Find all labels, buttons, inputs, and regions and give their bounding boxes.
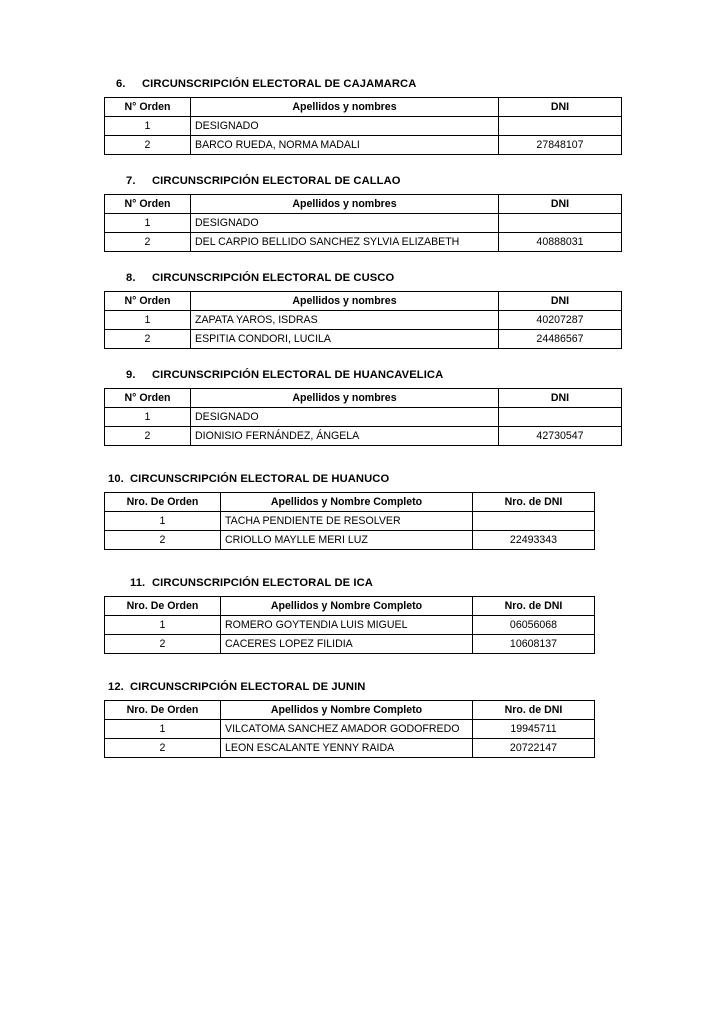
candidates-table (104, 194, 622, 252)
table-row (105, 720, 595, 739)
column-header-dni: DNI (499, 389, 622, 408)
cell-dni: 10608137 (473, 635, 595, 654)
candidates-table (104, 700, 595, 758)
spacer (104, 252, 624, 272)
table-header-row (105, 597, 595, 616)
column-header-orden: Nro. De Orden (105, 493, 221, 512)
cell-orden: 2 (105, 136, 191, 155)
candidates-table (104, 388, 622, 446)
cell-nombre: DEL CARPIO BELLIDO SANCHEZ SYLVIA ELIZABETH (191, 233, 499, 252)
cell-dni (499, 214, 622, 233)
column-header-orden: Nro. De Orden (105, 597, 221, 616)
column-header-nombre: Apellidos y Nombre Completo (221, 701, 473, 720)
cell-dni (499, 117, 622, 136)
candidates-table (104, 291, 622, 349)
cell-orden: 1 (105, 408, 191, 427)
column-header-dni: DNI (499, 98, 622, 117)
candidates-table (104, 596, 595, 654)
section-number: 11. (130, 577, 146, 589)
cell-dni: 20722147 (473, 739, 595, 758)
table-header-row (105, 98, 622, 117)
table-header-row (105, 195, 622, 214)
column-header-nombre: Apellidos y nombres (191, 195, 499, 214)
cell-nombre: DESIGNADO (191, 117, 499, 136)
section-6 (104, 78, 624, 155)
table-row (105, 531, 595, 550)
cell-nombre: CRIOLLO MAYLLE MERI LUZ (221, 531, 473, 550)
section-number: 10. (108, 473, 124, 485)
section-number: 6. (116, 78, 126, 90)
column-header-nombre: Apellidos y nombres (191, 98, 499, 117)
section-10 (104, 473, 624, 550)
cell-nombre: BARCO RUEDA, NORMA MADALI (191, 136, 499, 155)
section-heading (104, 577, 624, 589)
candidates-table (104, 492, 595, 550)
cell-orden: 2 (105, 635, 221, 654)
cell-orden: 1 (105, 512, 221, 531)
cell-nombre: LEON ESCALANTE YENNY RAIDA (221, 739, 473, 758)
section-9 (104, 369, 624, 446)
table-row (105, 408, 622, 427)
table-row (105, 311, 622, 330)
table-row (105, 330, 622, 349)
section-number: 8. (126, 272, 136, 284)
cell-nombre: DESIGNADO (191, 408, 499, 427)
table-row (105, 512, 595, 531)
table-row (105, 136, 622, 155)
section-heading (104, 369, 624, 381)
spacer (104, 349, 624, 369)
cell-nombre: ZAPATA YAROS, ISDRAS (191, 311, 499, 330)
section-heading (104, 681, 624, 693)
section-number: 9. (126, 369, 136, 381)
cell-orden: 2 (105, 739, 221, 758)
section-heading (104, 473, 624, 485)
candidates-table (104, 97, 622, 155)
table-row (105, 739, 595, 758)
table-row (105, 117, 622, 136)
section-title: CIRCUNSCRIPCIÓN ELECTORAL DE CUSCO (152, 272, 395, 284)
column-header-nombre: Apellidos y nombres (191, 292, 499, 311)
section-number: 12. (108, 681, 124, 693)
section-title: CIRCUNSCRIPCIÓN ELECTORAL DE HUANUCO (130, 473, 390, 485)
cell-dni: 19945711 (473, 720, 595, 739)
table-row (105, 233, 622, 252)
section-title: CIRCUNSCRIPCIÓN ELECTORAL DE ICA (152, 577, 373, 589)
column-header-dni: DNI (499, 195, 622, 214)
section-12 (104, 681, 624, 758)
section-title: CIRCUNSCRIPCIÓN ELECTORAL DE HUANCAVELICA (152, 369, 444, 381)
section-heading (104, 272, 624, 284)
table-row (105, 635, 595, 654)
table-row (105, 616, 595, 635)
section-11 (104, 577, 624, 654)
column-header-orden: N° Orden (105, 389, 191, 408)
cell-dni: 42730547 (499, 427, 622, 446)
column-header-orden: Nro. De Orden (105, 701, 221, 720)
table-row (105, 427, 622, 446)
cell-orden: 2 (105, 531, 221, 550)
column-header-orden: N° Orden (105, 98, 191, 117)
column-header-dni: Nro. de DNI (473, 701, 595, 720)
cell-dni: 06056068 (473, 616, 595, 635)
table-row (105, 214, 622, 233)
column-header-nombre: Apellidos y nombres (191, 389, 499, 408)
table-header-row (105, 701, 595, 720)
section-heading (104, 78, 624, 90)
cell-nombre: CACERES LOPEZ FILIDIA (221, 635, 473, 654)
table-header-row (105, 493, 595, 512)
section-title: CIRCUNSCRIPCIÓN ELECTORAL DE CALLAO (152, 175, 401, 187)
cell-nombre: VILCATOMA SANCHEZ AMADOR GODOFREDO (221, 720, 473, 739)
cell-orden: 2 (105, 427, 191, 446)
cell-nombre: ESPITIA CONDORI, LUCILA (191, 330, 499, 349)
cell-dni: 40888031 (499, 233, 622, 252)
cell-dni: 22493343 (473, 531, 595, 550)
cell-dni: 24486567 (499, 330, 622, 349)
column-header-nombre: Apellidos y Nombre Completo (221, 493, 473, 512)
cell-dni: 40207287 (499, 311, 622, 330)
column-header-orden: N° Orden (105, 292, 191, 311)
cell-nombre: DESIGNADO (191, 214, 499, 233)
spacer (104, 155, 624, 175)
section-heading (104, 175, 624, 187)
column-header-nombre: Apellidos y Nombre Completo (221, 597, 473, 616)
cell-nombre: TACHA PENDIENTE DE RESOLVER (221, 512, 473, 531)
table-header-row (105, 389, 622, 408)
column-header-dni: DNI (499, 292, 622, 311)
section-title: CIRCUNSCRIPCIÓN ELECTORAL DE CAJAMARCA (142, 78, 417, 90)
spacer (104, 550, 624, 577)
cell-dni (473, 512, 595, 531)
cell-orden: 1 (105, 117, 191, 136)
section-number: 7. (126, 175, 136, 187)
cell-nombre: ROMERO GOYTENDIA LUIS MIGUEL (221, 616, 473, 635)
cell-orden: 2 (105, 330, 191, 349)
table-header-row (105, 292, 622, 311)
cell-orden: 2 (105, 233, 191, 252)
spacer (104, 654, 624, 681)
section-7 (104, 175, 624, 252)
cell-orden: 1 (105, 616, 221, 635)
column-header-dni: Nro. de DNI (473, 597, 595, 616)
spacer (104, 446, 624, 473)
column-header-orden: N° Orden (105, 195, 191, 214)
cell-nombre: DIONISIO FERNÁNDEZ, ÁNGELA (191, 427, 499, 446)
cell-dni (499, 408, 622, 427)
section-title: CIRCUNSCRIPCIÓN ELECTORAL DE JUNIN (130, 681, 366, 693)
cell-orden: 1 (105, 214, 191, 233)
cell-dni: 27848107 (499, 136, 622, 155)
cell-orden: 1 (105, 720, 221, 739)
section-8 (104, 272, 624, 349)
column-header-dni: Nro. de DNI (473, 493, 595, 512)
cell-orden: 1 (105, 311, 191, 330)
